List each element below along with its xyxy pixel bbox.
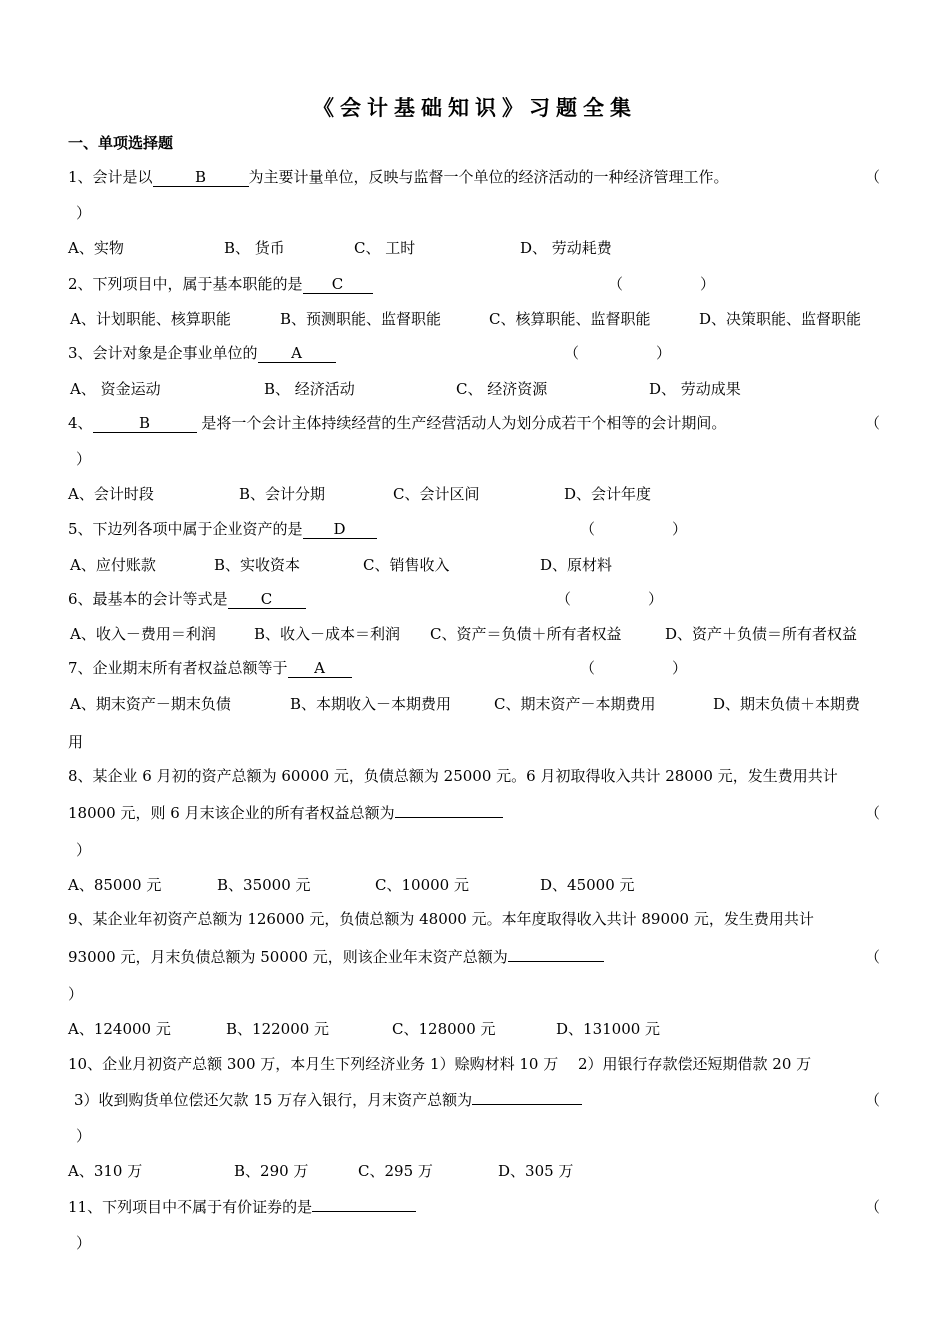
option-b: B、预测职能、监督职能 xyxy=(280,310,442,328)
option-c: C、128000 元 xyxy=(392,1020,496,1038)
paren-close-line xyxy=(68,201,880,225)
option-b: B、 货币 xyxy=(224,239,285,257)
paren-close-line xyxy=(68,1124,880,1148)
option-d: D、期末负债＋本期费 xyxy=(713,695,861,713)
options-row xyxy=(68,873,880,897)
option-a: A、会计时段 xyxy=(68,485,154,503)
option-d: D、原材料 xyxy=(540,556,613,574)
option-a: A、310 万 xyxy=(68,1162,143,1180)
paren-close-line xyxy=(68,447,880,471)
paren-close-line xyxy=(68,1231,880,1255)
question-7 xyxy=(68,656,880,680)
question-9 xyxy=(68,907,880,931)
option-a: A、收入－费用＝利润 xyxy=(70,625,216,643)
question-10-line2 xyxy=(68,1088,880,1112)
option-c: C、会计区间 xyxy=(393,485,480,503)
question-text: 4、 xyxy=(68,414,93,432)
answer-blank: A xyxy=(288,659,352,678)
option-b: B、本期收入－本期费用 xyxy=(290,695,452,713)
paren-close: ） xyxy=(76,204,92,222)
option-d: D、会计年度 xyxy=(564,485,652,503)
paren-open: （ xyxy=(864,1091,880,1109)
question-text: 2、下列项目中，属于基本职能的是 xyxy=(68,275,303,293)
question-11 xyxy=(68,1195,880,1219)
option-b: B、会计分期 xyxy=(239,485,326,503)
option-d: D、131000 元 xyxy=(556,1020,661,1038)
options-row xyxy=(68,377,880,401)
option-a: A、 资金运动 xyxy=(70,380,161,398)
answer-blank: C xyxy=(228,590,306,609)
option-c: C、295 万 xyxy=(358,1162,433,1180)
question-6 xyxy=(68,587,880,611)
answer-blank: C xyxy=(303,275,373,294)
options-row xyxy=(68,307,880,331)
option-d: D、资产＋负债＝所有者权益 xyxy=(665,625,858,643)
option-b: B、实收资本 xyxy=(214,556,301,574)
question-text: 18000 元，则 6 月末该企业的所有者权益总额为 xyxy=(68,804,395,822)
question-text: 为主要计量单位，反映与监督一个单位的经济活动的一种经济管理工作。 xyxy=(248,168,729,186)
question-text: 9、某企业年初资产总额为 126000 元，负债总额为 48000 元。本年度取得收入共计 89000 元，发生费用共计 xyxy=(68,910,814,928)
answer-blank: B xyxy=(93,414,197,433)
question-4 xyxy=(68,411,880,435)
paren-open: （ xyxy=(580,520,596,538)
paren-close: ） xyxy=(656,344,672,362)
options-row xyxy=(68,553,880,577)
wrap-text: 用 xyxy=(68,733,84,751)
paren-close-line xyxy=(68,982,880,1006)
question-3 xyxy=(68,341,880,365)
option-a: A、124000 元 xyxy=(68,1020,171,1038)
option-c: C、资产＝负债＋所有者权益 xyxy=(430,625,622,643)
answer-blank: A xyxy=(258,344,336,363)
paren-close: ） xyxy=(76,841,92,859)
paren-close: ） xyxy=(672,659,688,677)
answer-blank xyxy=(395,817,503,818)
option-d: D、45000 元 xyxy=(540,876,635,894)
answer-blank xyxy=(472,1104,582,1105)
question-8 xyxy=(68,764,880,788)
option-b: B、122000 元 xyxy=(226,1020,330,1038)
question-10 xyxy=(68,1052,880,1076)
paren-open: （ xyxy=(580,659,596,677)
option-a: A、应付账款 xyxy=(70,556,156,574)
question-text: 6、最基本的会计等式是 xyxy=(68,590,228,608)
paren-open: （ xyxy=(864,168,880,186)
option-d: D、 劳动耗费 xyxy=(520,239,612,257)
question-5 xyxy=(68,517,880,541)
section-heading: 一、单项选择题 xyxy=(68,134,174,152)
option-b: B、 经济活动 xyxy=(264,380,355,398)
option-b: B、35000 元 xyxy=(217,876,311,894)
option-c: C、销售收入 xyxy=(363,556,450,574)
answer-blank xyxy=(508,961,604,962)
option-c: C、 经济资源 xyxy=(456,380,548,398)
option-d: D、决策职能、监督职能 xyxy=(699,310,862,328)
option-a: A、期末资产－期末负债 xyxy=(70,695,231,713)
paren-open: （ xyxy=(864,804,880,822)
wrap-line xyxy=(68,730,880,754)
paren-close: ） xyxy=(68,985,84,1003)
option-a: A、计划职能、核算职能 xyxy=(70,310,231,328)
question-1 xyxy=(68,165,880,189)
question-9-line2 xyxy=(68,945,880,969)
option-a: A、85000 元 xyxy=(68,876,162,894)
option-c: C、核算职能、监督职能 xyxy=(489,310,651,328)
question-text: 7、企业期末所有者权益总额等于 xyxy=(68,659,288,677)
options-row xyxy=(68,1159,880,1183)
question-text: 3）收到购货单位偿还欠款 15 万存入银行，月末资产总额为 xyxy=(74,1091,473,1109)
paren-open: （ xyxy=(864,1198,880,1216)
paren-open: （ xyxy=(864,414,880,432)
paren-close: ） xyxy=(76,1234,92,1252)
option-d: D、305 万 xyxy=(498,1162,574,1180)
options-row xyxy=(68,622,880,646)
paren-open: （ xyxy=(556,590,572,608)
paren-close: ） xyxy=(76,1127,92,1145)
options-row xyxy=(68,482,880,506)
option-a: A、实物 xyxy=(68,239,124,257)
paren-close-line xyxy=(68,838,880,862)
answer-blank: D xyxy=(303,520,377,539)
paren-close: ） xyxy=(672,520,688,538)
question-text: 1、会计是以 xyxy=(68,168,153,186)
paren-open: （ xyxy=(864,948,880,966)
paren-close: ） xyxy=(76,450,92,468)
option-c: C、期末资产－本期费用 xyxy=(494,695,656,713)
question-text: 3、会计对象是企事业单位的 xyxy=(68,344,258,362)
paren-open: （ xyxy=(564,344,580,362)
question-text: 8、某企业 6 月初的资产总额为 60000 元，负债总额为 25000 元。6 月初取得收入共计 28000 元，发生费用共计 xyxy=(68,767,838,785)
options-row xyxy=(68,236,880,260)
option-b: B、290 万 xyxy=(234,1162,309,1180)
paren-open: （ xyxy=(608,275,624,293)
options-row xyxy=(68,1017,880,1041)
paren-close: ） xyxy=(700,275,716,293)
question-2 xyxy=(68,272,880,296)
question-text: 是将一个会计主体持续经营的生产经营活动人为划分成若干个相等的会计期间。 xyxy=(201,414,727,432)
question-8-line2 xyxy=(68,801,880,825)
option-c: C、10000 元 xyxy=(375,876,469,894)
options-row xyxy=(68,692,880,716)
page-title: 《会计基础知识》习题全集 xyxy=(313,95,637,120)
question-text: 93000 元，月末负债总额为 50000 元，则该企业年末资产总额为 xyxy=(68,948,508,966)
option-c: C、 工时 xyxy=(354,239,416,257)
question-text: 5、下边列各项中属于企业资产的是 xyxy=(68,520,303,538)
question-text: 10、企业月初资产总额 300 万，本月生下列经济业务 1）赊购材料 10 万 2）用银行存款偿还短期借款 20 万 xyxy=(68,1055,812,1073)
option-d: D、 劳动成果 xyxy=(649,380,741,398)
question-text: 11、下列项目中不属于有价证券的是 xyxy=(68,1198,313,1216)
paren-close: ） xyxy=(648,590,664,608)
option-b: B、收入－成本＝利润 xyxy=(254,625,401,643)
answer-blank: B xyxy=(153,168,249,187)
answer-blank xyxy=(312,1211,416,1212)
